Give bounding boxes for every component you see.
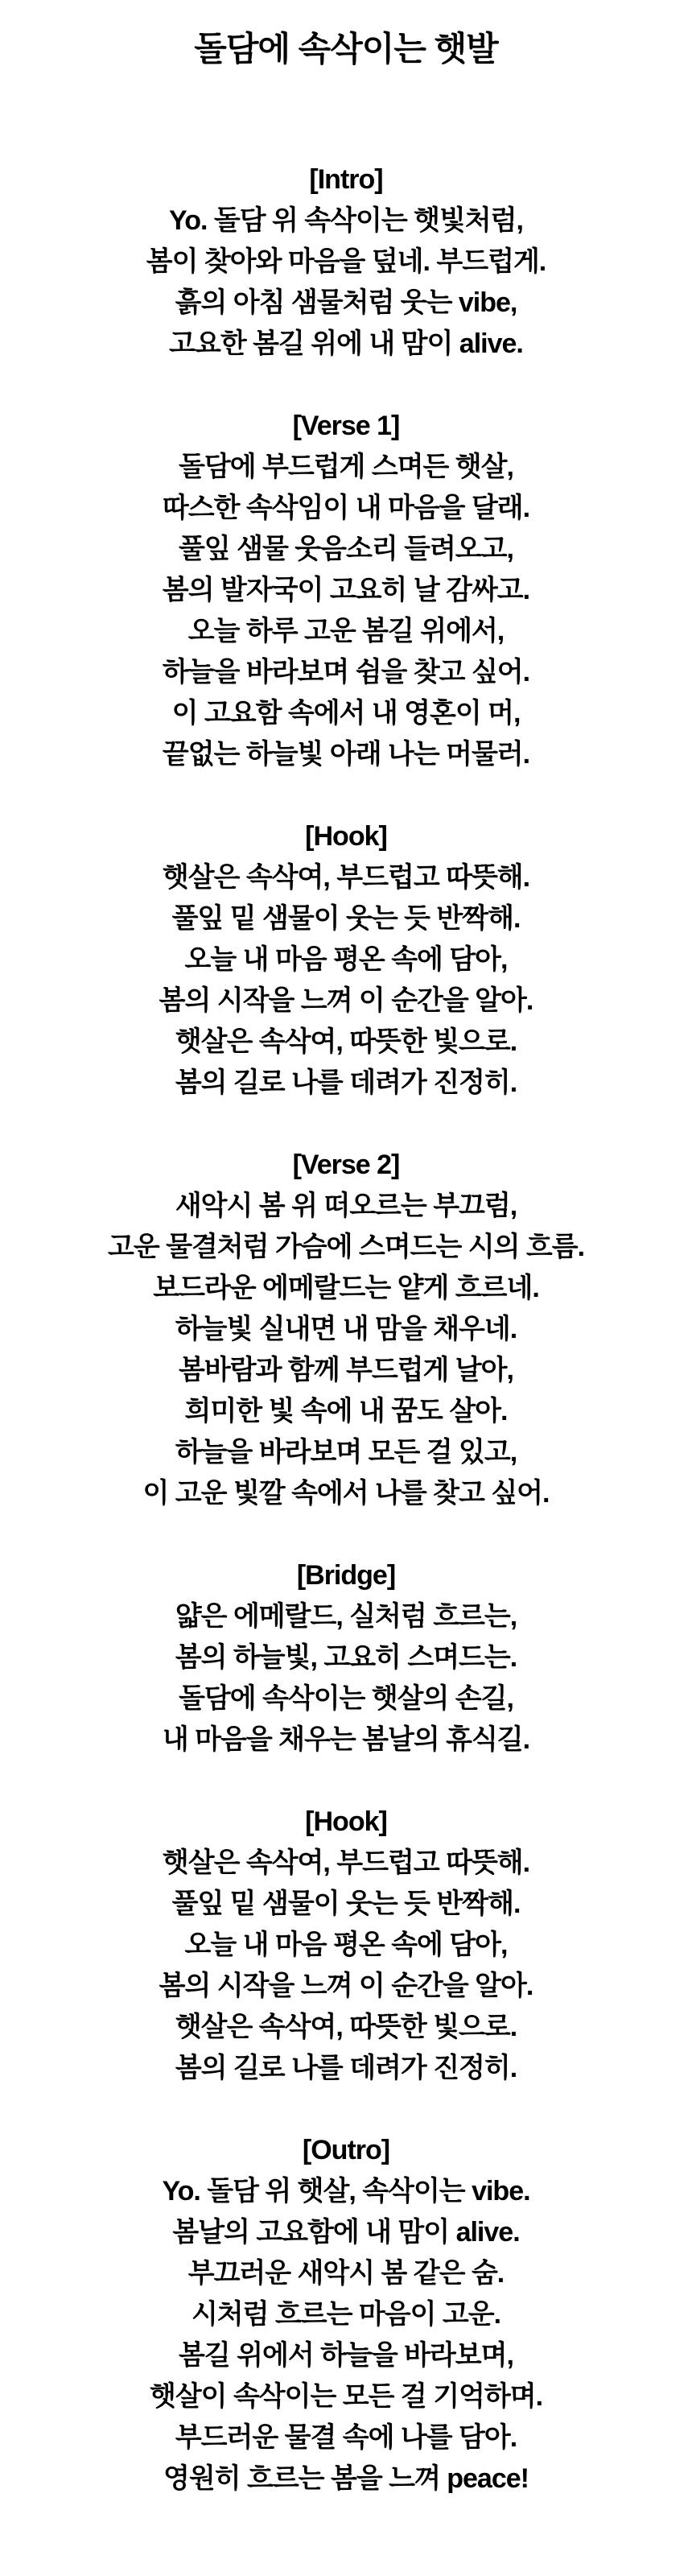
section-lines (0, 1596, 692, 1761)
lyric-line: 햇살은 속삭여, 부드럽고 따뜻해. (162, 1847, 530, 1878)
lyric-section (0, 816, 692, 1104)
lyric-line: 하늘을 바라보며 쉼을 찾고 싶어. (162, 657, 530, 687)
lyrics-sections (0, 159, 692, 2500)
lyric-line: 부드러운 물결 속에 나를 담아. (175, 2422, 517, 2453)
lyric-line: 돌담에 부드럽게 스며든 햇살, (179, 452, 513, 482)
lyric-section (0, 406, 692, 775)
lyric-line: 풀잎 밑 샘물이 웃는 듯 반짝해. (171, 1889, 521, 1919)
lyric-line: 하늘을 바라보며 모든 걸 있고, (175, 1437, 517, 1468)
lyric-line: 햇살은 속삭여, 부드럽고 따뜻해. (162, 862, 530, 893)
lyric-line: 봄의 시작을 느껴 이 순간을 알아. (159, 1971, 533, 2001)
lyric-line: 햇살은 속삭여, 따뜻한 빛으로. (175, 2012, 517, 2042)
lyric-line: 봄길 위에서 하늘을 바라보며, (179, 2340, 513, 2371)
lyric-line: 봄의 시작을 느껴 이 순간을 알아. (159, 985, 533, 1016)
page-title: 돌담에 속삭이는 햇발 (194, 30, 498, 68)
lyric-line: 고운 물결처럼 가슴에 스며드는 시의 흐름. (107, 1232, 585, 1262)
lyric-section (0, 1802, 692, 2089)
lyric-line: 오늘 내 마음 평온 속에 담아, (184, 944, 508, 975)
lyric-section (0, 1555, 692, 1761)
section-header: [Hook] (305, 821, 387, 852)
section-lines (0, 200, 692, 365)
section-header: [Outro] (302, 2135, 390, 2165)
lyric-line: 시처럼 흐르는 마음이 고운. (191, 2299, 501, 2330)
section-header: [Verse 2] (292, 1150, 400, 1180)
lyric-line: 얇은 에메랄드, 실처럼 흐르는, (175, 1601, 517, 1632)
section-lines (0, 1843, 692, 2089)
lyric-line: 이 고요함 속에서 내 영혼이 머, (171, 698, 521, 729)
section-header: [Verse 1] (292, 411, 400, 441)
lyric-line: 내 마음을 채우는 봄날의 휴식길. (162, 1724, 530, 1755)
lyric-line: 보드라운 에메랄드는 얕게 흐르네. (153, 1273, 539, 1303)
lyric-line: 봄이 찾아와 마음을 덮네. 부드럽게. (146, 246, 546, 277)
section-header: [Bridge] (296, 1560, 396, 1591)
lyric-line: 돌담에 속삭이는 햇살의 손길, (179, 1683, 513, 1714)
lyric-line: 봄의 길로 나를 데려가 진정히. (175, 1067, 517, 1098)
lyric-line: 봄의 발자국이 고요히 날 감싸고. (162, 575, 530, 605)
lyric-line: 부끄러운 새악시 봄 같은 숨. (187, 2258, 505, 2289)
section-lines (0, 2171, 692, 2500)
lyric-line: 봄의 길로 나를 데려가 진정히. (175, 2053, 517, 2083)
lyric-line: Yo. 돌담 위 속삭이는 햇빛처럼, (169, 205, 523, 236)
section-lines (0, 1186, 692, 1514)
lyric-section (0, 159, 692, 365)
section-header: [Intro] (309, 164, 383, 195)
lyric-line: 이 고운 빛깔 속에서 나를 찾고 싶어. (142, 1478, 550, 1509)
lyric-line: 봄바람과 함께 부드럽게 날아, (179, 1355, 513, 1385)
lyric-line: 오늘 하루 고운 봄길 위에서, (187, 616, 505, 646)
lyric-line: 하늘빛 실내면 내 맘을 채우네. (175, 1314, 517, 1344)
lyric-line: 햇살이 속삭이는 모든 걸 기억하며. (149, 2381, 543, 2412)
lyric-line: 봄날의 고요함에 내 맘이 alive. (172, 2217, 520, 2248)
section-lines (0, 447, 692, 775)
lyric-line: 봄의 하늘빛, 고요히 스며드는. (175, 1642, 517, 1673)
lyric-line: 따스한 속삭임이 내 마음을 달래. (162, 493, 530, 523)
lyric-line: 희미한 빛 속에 내 꿈도 살아. (184, 1396, 508, 1426)
lyric-line: 햇살은 속삭여, 따뜻한 빛으로. (175, 1026, 517, 1057)
lyric-line: 고요한 봄길 위에 내 맘이 alive. (169, 328, 523, 359)
lyric-section (0, 1145, 692, 1514)
lyric-line: 오늘 내 마음 평온 속에 담아, (184, 1930, 508, 1960)
lyric-line: Yo. 돌담 위 햇살, 속삭이는 vibe. (162, 2176, 530, 2207)
lyric-line: 풀잎 밑 샘물이 웃는 듯 반짝해. (171, 903, 521, 934)
lyric-line: 풀잎 샘물 웃음소리 들려오고, (179, 534, 513, 564)
lyric-line: 영원히 흐르는 봄을 느껴 peace! (163, 2463, 529, 2494)
lyric-line: 새악시 봄 위 떠오르는 부끄럼, (175, 1191, 517, 1221)
section-header: [Hook] (305, 1806, 387, 1837)
lyric-line: 흙의 아침 샘물처럼 웃는 vibe, (175, 287, 517, 318)
lyric-section (0, 2130, 692, 2500)
section-lines (0, 857, 692, 1104)
lyric-line: 끝없는 하늘빛 아래 나는 머물러. (162, 739, 530, 770)
